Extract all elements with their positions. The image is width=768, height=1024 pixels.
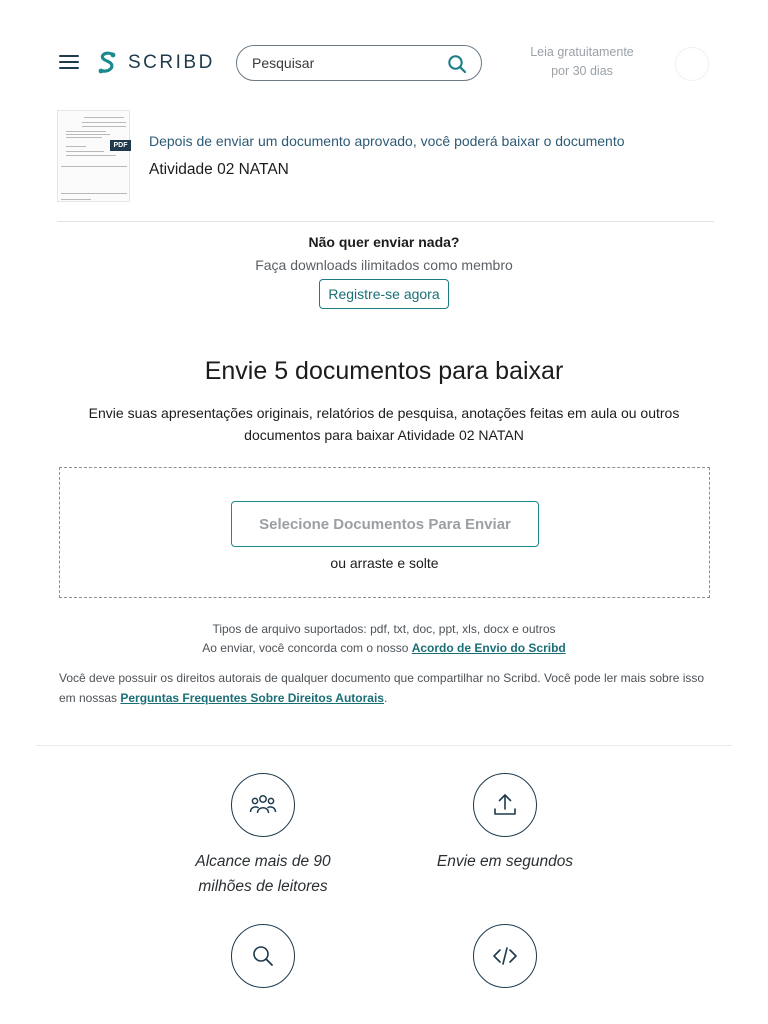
section-divider	[36, 745, 732, 746]
feature-upload-fast	[425, 773, 585, 874]
file-types-info	[0, 620, 768, 658]
copyright-faq-link[interactable]: Perguntas Frequentes Sobre Direitos Autorais	[120, 690, 384, 705]
upload-dropzone[interactable]	[59, 467, 710, 598]
drag-drop-text: ou arraste e solte	[330, 555, 439, 571]
code-icon	[488, 939, 522, 973]
pdf-badge: PDF	[110, 140, 131, 151]
membership-section	[0, 234, 768, 309]
free-trial-link[interactable]	[520, 43, 644, 81]
scribd-logo-icon	[96, 50, 118, 76]
register-button[interactable]: Registre-se agora	[319, 279, 448, 309]
feature-reach-readers	[183, 773, 343, 899]
user-avatar[interactable]	[675, 47, 709, 81]
feature-circle-upload	[473, 773, 537, 837]
feature-search	[183, 924, 343, 988]
readers-icon	[246, 788, 280, 822]
search-icon	[246, 939, 280, 973]
feature-label-upload: Envie em segundos	[436, 853, 574, 870]
menu-icon[interactable]	[59, 55, 79, 71]
trial-line-2: por 30 dias	[551, 64, 613, 78]
search-icon[interactable]	[447, 54, 467, 74]
upload-title: Envie 5 documentos para baixar	[204, 357, 564, 385]
agreement-notice	[0, 639, 768, 658]
document-thumbnail[interactable]	[57, 110, 130, 202]
feature-circle-readers	[231, 773, 295, 837]
rights-prefix: Você deve possuir os direitos autorais de qualquer documento que compartilhar no Scribd. Você pode ler mais sobre isso em nossas	[59, 671, 705, 705]
document-info	[57, 110, 714, 222]
select-documents-button[interactable]: Selecione Documentos Para Enviar	[231, 501, 539, 547]
search-bar	[236, 45, 482, 81]
feature-circle-code	[473, 924, 537, 988]
feature-embed	[425, 924, 585, 988]
document-description: Depois de enviar um documento aprovado, você poderá baixar o documento	[149, 133, 625, 149]
search-input[interactable]	[252, 55, 432, 71]
feature-label-readers: Alcance mais de 90 milhões de leitores	[195, 853, 331, 895]
agreement-prefix: Ao enviar, você concorda com o nosso	[202, 641, 412, 655]
feature-circle-search	[231, 924, 295, 988]
trial-line-1: Leia gratuitamente	[530, 45, 634, 59]
upload-icon	[488, 788, 522, 822]
upload-agreement-link[interactable]: Acordo de Envio do Scribd	[411, 641, 566, 655]
site-header	[0, 0, 768, 110]
membership-title: Não quer enviar nada?	[308, 234, 460, 250]
copyright-notice	[59, 669, 709, 708]
document-title: Atividade 02 NATAN	[149, 161, 289, 178]
logo-text: SCRIBD	[128, 52, 215, 73]
membership-subtitle: Faça downloads ilimitados como membro	[255, 257, 513, 273]
upload-subtitle: Envie suas apresentações originais, relatórios de pesquisa, anotações feitas em aula ou outros documentos para baixar Atividade 02 NATAN	[88, 405, 680, 443]
supported-file-types: Tipos de arquivo suportados: pdf, txt, doc, ppt, xls, docx e outros	[212, 622, 556, 636]
scribd-logo[interactable]	[96, 50, 215, 76]
rights-suffix: .	[383, 690, 388, 705]
